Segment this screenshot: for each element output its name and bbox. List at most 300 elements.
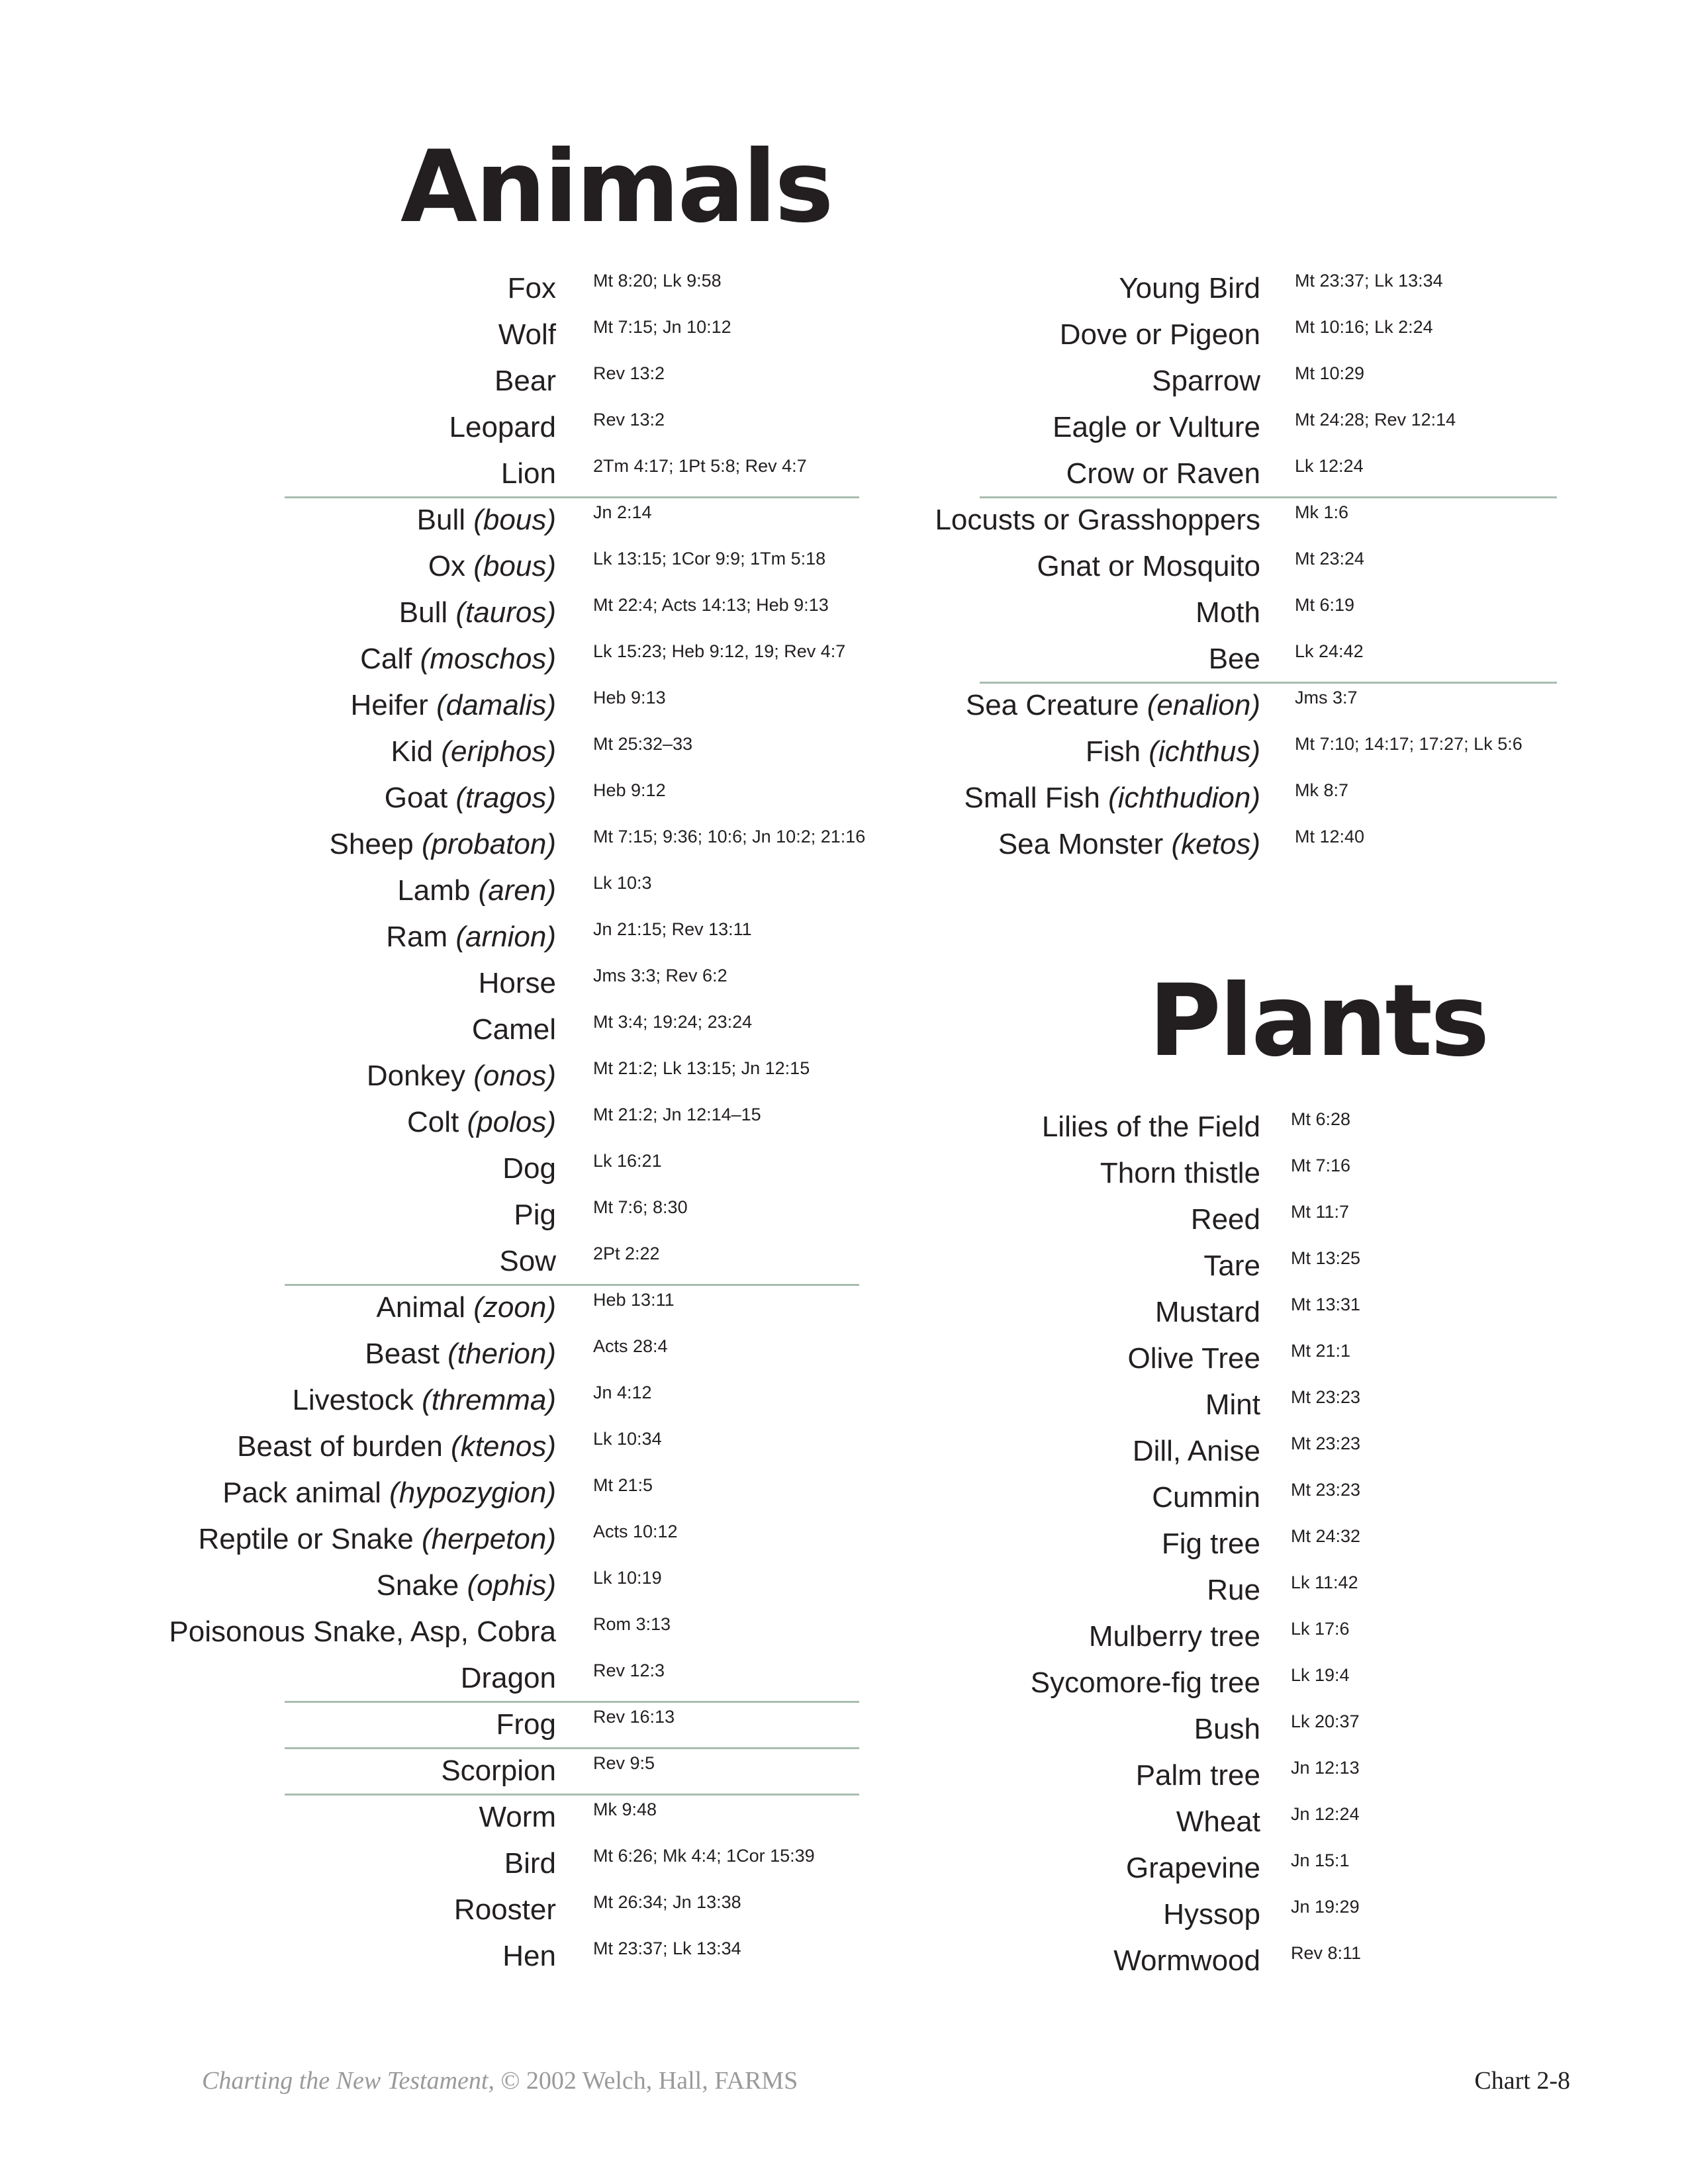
item-common-name: Eagle or Vulture [1053, 411, 1260, 443]
item-scripture-reference: Acts 28:4 [593, 1336, 668, 1356]
item-scripture-reference: Mt 26:34; Jn 13:38 [593, 1892, 741, 1912]
list-item [861, 267, 1443, 314]
list-item [861, 823, 1365, 870]
item-name [1126, 1847, 1260, 1889]
list-item [179, 453, 807, 499]
item-name [441, 1750, 556, 1792]
list-item [861, 360, 1365, 406]
item-name [935, 499, 1260, 541]
item-common-name: Lamb [397, 874, 471, 907]
item-greek-term: (ketos) [1171, 828, 1260, 860]
item-common-name: Fish [1085, 735, 1141, 768]
item-common-name: Bush [1194, 1713, 1260, 1745]
list-item [861, 1708, 1360, 1754]
item-name [1176, 1801, 1260, 1843]
list-item [861, 1477, 1361, 1523]
list-item [861, 1106, 1351, 1152]
item-scripture-reference: Rev 16:13 [593, 1707, 675, 1727]
item-common-name: Hyssop [1163, 1898, 1260, 1931]
item-scripture-reference: Mt 21:1 [1291, 1341, 1351, 1361]
item-name [360, 638, 556, 680]
item-common-name: Sow [499, 1245, 556, 1277]
item-common-name: Lion [500, 457, 556, 490]
item-common-name: Frog [496, 1708, 556, 1741]
item-scripture-reference: Rev 9:5 [593, 1753, 655, 1773]
item-common-name: Dill, Anise [1132, 1435, 1260, 1467]
list-item [179, 870, 652, 916]
item-scripture-reference: Mk 9:48 [593, 1799, 657, 1819]
list-item [861, 592, 1355, 638]
animals-left-list [169, 267, 866, 1981]
item-common-name: Goat [384, 782, 448, 814]
item-name [377, 1565, 557, 1607]
item-common-name: Thorn thistle [1100, 1157, 1260, 1189]
item-name [397, 870, 556, 912]
item-scripture-reference: Jn 15:1 [1291, 1850, 1350, 1870]
item-name [1152, 1477, 1260, 1519]
list-item [861, 1245, 1361, 1291]
plants-list [861, 1106, 1362, 1986]
item-scripture-reference: Lk 10:19 [593, 1568, 662, 1588]
list-item [179, 1009, 753, 1055]
item-name [391, 731, 556, 773]
item-common-name: Olive Tree [1127, 1342, 1260, 1375]
item-common-name: Kid [391, 735, 434, 768]
item-name [1163, 1893, 1260, 1936]
item-name [1196, 592, 1260, 634]
animals-title: Animals [400, 130, 832, 245]
item-name [330, 823, 556, 866]
list-item [179, 1240, 660, 1287]
item-name [1136, 1754, 1260, 1797]
item-name [496, 1704, 556, 1746]
item-greek-term: (zoon) [473, 1291, 556, 1324]
list-item [861, 638, 1364, 684]
group-divider [980, 496, 1557, 498]
list-item [179, 1426, 662, 1472]
item-scripture-reference: Mt 23:23 [1291, 1387, 1361, 1407]
item-name [385, 777, 556, 819]
item-greek-term: (ophis) [467, 1569, 556, 1602]
item-common-name: Moth [1196, 596, 1260, 629]
list-item [179, 1148, 662, 1194]
item-name [472, 1009, 556, 1051]
item-scripture-reference: 2Tm 4:17; 1Pt 5:8; Rev 4:7 [593, 456, 807, 476]
item-common-name: Mint [1205, 1388, 1260, 1421]
list-item [179, 1333, 668, 1379]
item-common-name: Bull [399, 596, 448, 629]
item-name [502, 1935, 556, 1978]
list-item [861, 1940, 1362, 1986]
item-scripture-reference: Rev 8:11 [1291, 1943, 1362, 1963]
list-item [179, 499, 652, 545]
item-name [367, 1055, 556, 1097]
item-greek-term: (ichthudion) [1108, 782, 1260, 814]
group-divider [285, 496, 859, 498]
item-common-name: Crow or Raven [1066, 457, 1260, 490]
item-scripture-reference: Mt 23:37; Lk 13:34 [1295, 271, 1443, 291]
item-name [454, 1889, 556, 1931]
item-scripture-reference: Mt 23:37; Lk 13:34 [593, 1938, 741, 1958]
item-common-name: Grapevine [1125, 1852, 1260, 1884]
item-scripture-reference: Lk 16:21 [593, 1151, 662, 1171]
item-name [501, 453, 556, 495]
item-scripture-reference: Lk 15:23; Heb 9:12, 19; Rev 4:7 [593, 641, 846, 661]
list-item [179, 1472, 653, 1518]
item-common-name: Heifer [350, 689, 428, 721]
item-name [964, 777, 1260, 819]
item-scripture-reference: Mt 13:25 [1291, 1248, 1361, 1268]
item-greek-term: (eriphos) [441, 735, 556, 768]
list-item [861, 1384, 1361, 1430]
list-item [861, 1430, 1361, 1477]
item-common-name: Horse [478, 967, 556, 999]
item-name [494, 360, 556, 402]
item-name [292, 1379, 556, 1422]
list-item [179, 731, 693, 777]
list-item [179, 1379, 652, 1426]
item-common-name: Rue [1207, 1574, 1260, 1606]
item-scripture-reference: Mt 6:26; Mk 4:4; 1Cor 15:39 [593, 1846, 815, 1866]
item-scripture-reference: Mt 10:29 [1295, 363, 1365, 383]
item-scripture-reference: Jn 12:24 [1291, 1804, 1360, 1824]
item-scripture-reference: Mt 23:23 [1291, 1480, 1361, 1500]
list-item [179, 1796, 657, 1843]
item-common-name: Hen [502, 1940, 556, 1972]
item-common-name: Young Bird [1119, 272, 1260, 304]
item-name [1191, 1199, 1260, 1241]
item-name [1060, 314, 1260, 356]
item-common-name: Wolf [498, 318, 556, 351]
item-common-name: Bird [504, 1847, 556, 1880]
item-common-name: Reptile or Snake [198, 1523, 414, 1555]
list-item [179, 545, 826, 592]
item-scripture-reference: 2Pt 2:22 [593, 1244, 660, 1263]
item-scripture-reference: Acts 10:12 [593, 1522, 678, 1541]
item-common-name: Livestock [292, 1384, 414, 1416]
list-item [861, 1152, 1351, 1199]
item-common-name: Cummin [1152, 1481, 1260, 1514]
item-scripture-reference: Mt 10:16; Lk 2:24 [1295, 317, 1433, 337]
list-item [179, 638, 846, 684]
item-greek-term: (ichthus) [1149, 735, 1260, 768]
list-item [861, 777, 1349, 823]
item-greek-term: (tragos) [455, 782, 556, 814]
item-scripture-reference: Jn 21:15; Rev 13:11 [593, 919, 752, 939]
list-item [861, 406, 1456, 453]
item-greek-term: (tauros) [455, 596, 556, 629]
item-common-name: Wheat [1176, 1805, 1260, 1838]
item-common-name: Ram [386, 921, 448, 953]
item-name [502, 1148, 556, 1190]
item-name [1119, 267, 1260, 310]
item-common-name: Wormwood [1113, 1944, 1260, 1977]
item-common-name: Dog [502, 1152, 556, 1185]
item-name [1207, 1569, 1260, 1612]
list-item [179, 314, 731, 360]
item-scripture-reference: Jn 19:29 [1291, 1897, 1360, 1917]
item-name [1203, 1245, 1260, 1287]
list-item [179, 1055, 810, 1101]
item-scripture-reference: Lk 19:4 [1291, 1665, 1350, 1685]
item-scripture-reference: Mt 11:7 [1291, 1202, 1350, 1222]
item-name [417, 499, 556, 541]
item-name [350, 684, 556, 727]
item-name [222, 1472, 556, 1514]
item-name [498, 314, 556, 356]
item-name [1127, 1338, 1260, 1380]
item-name [1031, 1662, 1260, 1704]
item-name [461, 1657, 556, 1700]
footer-chart-number: Chart 2-8 [1474, 2067, 1570, 2095]
list-item [861, 1615, 1350, 1662]
item-greek-term: (onos) [473, 1060, 556, 1092]
list-item [179, 916, 752, 962]
item-scripture-reference: Mt 21:5 [593, 1475, 653, 1495]
item-name [237, 1426, 556, 1468]
group-divider [980, 682, 1557, 684]
item-common-name: Beast [365, 1338, 440, 1370]
list-item [861, 1893, 1360, 1940]
item-common-name: Camel [471, 1013, 556, 1046]
list-item [861, 731, 1523, 777]
item-scripture-reference: Lk 13:15; 1Cor 9:9; 1Tm 5:18 [593, 549, 826, 569]
item-common-name: Sycomore-fig tree [1030, 1666, 1260, 1699]
item-scripture-reference: Jn 4:12 [593, 1383, 652, 1402]
item-name [1089, 1615, 1260, 1658]
item-name [1209, 638, 1260, 680]
item-name [428, 545, 556, 588]
item-greek-term: (arnion) [455, 921, 556, 953]
item-common-name: Ox [428, 550, 466, 582]
item-common-name: Colt [407, 1106, 459, 1138]
item-common-name: Mustard [1155, 1296, 1260, 1328]
list-item [861, 545, 1365, 592]
item-scripture-reference: Mk 1:6 [1295, 502, 1349, 522]
item-common-name: Sheep [329, 828, 414, 860]
item-scripture-reference: Mt 6:28 [1291, 1109, 1351, 1129]
item-common-name: Bear [494, 365, 556, 397]
item-common-name: Fox [507, 272, 556, 304]
item-name [998, 823, 1260, 866]
list-item [861, 1199, 1350, 1245]
list-item [179, 823, 866, 870]
item-common-name: Bee [1208, 643, 1260, 675]
list-item [861, 1754, 1360, 1801]
item-common-name: Gnat or Mosquito [1037, 550, 1260, 582]
item-scripture-reference: Lk 20:37 [1291, 1711, 1360, 1731]
item-name [1066, 453, 1260, 495]
item-scripture-reference: Jn 2:14 [593, 502, 652, 522]
list-item [861, 1291, 1361, 1338]
item-name [508, 267, 556, 310]
item-scripture-reference: Mt 8:20; Lk 9:58 [593, 271, 722, 291]
item-name [479, 1796, 556, 1839]
item-scripture-reference: Mt 6:19 [1295, 595, 1355, 615]
item-name [399, 592, 556, 634]
item-greek-term: (bous) [473, 550, 556, 582]
item-name [1037, 545, 1261, 588]
item-common-name: Beast of burden [237, 1430, 443, 1463]
item-common-name: Locusts or Grasshoppers [935, 504, 1260, 536]
item-common-name: Animal [376, 1291, 466, 1324]
item-greek-term: (polos) [467, 1106, 556, 1138]
item-greek-term: (probaton) [421, 828, 556, 860]
item-common-name: Fig tree [1161, 1527, 1260, 1560]
group-divider [285, 1284, 859, 1286]
item-greek-term: (moschos) [420, 643, 556, 675]
item-common-name: Poisonous Snake, Asp, Cobra [169, 1615, 556, 1648]
item-greek-term: (ktenos) [451, 1430, 556, 1463]
item-common-name: Leopard [449, 411, 556, 443]
item-name [365, 1333, 556, 1375]
group-divider [285, 1747, 859, 1749]
list-item [179, 1565, 662, 1611]
item-common-name: Pig [514, 1199, 556, 1231]
item-name [407, 1101, 556, 1144]
list-item [179, 1518, 678, 1565]
item-scripture-reference: Mt 25:32–33 [593, 734, 693, 754]
item-scripture-reference: Mt 24:32 [1291, 1526, 1361, 1546]
plants-title: Plants [1149, 964, 1488, 1079]
list-item [861, 499, 1349, 545]
item-name [1133, 1430, 1260, 1473]
item-common-name: Dragon [460, 1662, 556, 1694]
item-name [169, 1611, 556, 1653]
list-item [861, 1569, 1358, 1615]
item-name [1194, 1708, 1260, 1751]
item-name [1053, 406, 1260, 449]
list-item [179, 360, 665, 406]
item-scripture-reference: Mt 13:31 [1291, 1295, 1361, 1314]
group-divider [285, 1701, 859, 1703]
item-scripture-reference: Rev 13:2 [593, 363, 665, 383]
item-greek-term: (damalis) [436, 689, 556, 721]
item-name [386, 916, 556, 958]
item-greek-term: (aren) [478, 874, 556, 907]
item-common-name: Reed [1190, 1203, 1260, 1236]
item-name [449, 406, 556, 449]
list-item [169, 1611, 671, 1657]
item-scripture-reference: Lk 11:42 [1291, 1572, 1358, 1592]
list-item [179, 1101, 761, 1148]
item-name [1155, 1291, 1260, 1334]
item-scripture-reference: Jms 3:7 [1295, 688, 1358, 707]
item-scripture-reference: Rom 3:13 [593, 1614, 671, 1634]
item-scripture-reference: Mt 3:4; 19:24; 23:24 [593, 1012, 753, 1032]
item-name [504, 1843, 556, 1885]
item-name [198, 1518, 556, 1561]
item-greek-term: (bous) [473, 504, 556, 536]
item-greek-term: (herpeton) [421, 1523, 556, 1555]
item-common-name: Bull [416, 504, 466, 536]
item-name [1162, 1523, 1260, 1565]
item-scripture-reference: Jn 12:13 [1291, 1758, 1360, 1778]
list-item [179, 267, 722, 314]
footer-book-title: Charting the New Testament, [202, 2067, 494, 2095]
item-name [377, 1287, 556, 1329]
item-scripture-reference: Mt 21:2; Jn 12:14–15 [593, 1105, 761, 1124]
item-name [1086, 731, 1260, 773]
list-item [861, 453, 1364, 499]
list-item [861, 1662, 1350, 1708]
item-common-name: Pack animal [222, 1477, 381, 1509]
list-item [179, 777, 666, 823]
list-item [179, 406, 665, 453]
item-name [479, 962, 556, 1005]
item-greek-term: (enalion) [1147, 689, 1260, 721]
list-item [179, 1194, 688, 1240]
item-name [1042, 1106, 1260, 1148]
list-item [861, 1847, 1350, 1893]
list-item [179, 1935, 741, 1981]
item-greek-term: (thremma) [422, 1384, 556, 1416]
list-item [861, 684, 1358, 731]
list-item [861, 1338, 1351, 1384]
item-greek-term: (therion) [447, 1338, 556, 1370]
item-scripture-reference: Mt 21:2; Lk 13:15; Jn 12:15 [593, 1058, 810, 1078]
item-common-name: Snake [376, 1569, 459, 1602]
list-item [179, 1704, 675, 1750]
list-item [861, 314, 1433, 360]
list-item [179, 962, 727, 1009]
item-common-name: Palm tree [1135, 1759, 1260, 1792]
item-scripture-reference: Heb 9:12 [593, 780, 666, 800]
list-item [179, 1889, 741, 1935]
item-scripture-reference: Lk 10:34 [593, 1429, 662, 1449]
item-scripture-reference: Jms 3:3; Rev 6:2 [593, 966, 727, 985]
item-scripture-reference: Mt 12:40 [1295, 827, 1365, 846]
item-common-name: Mulberry tree [1088, 1620, 1260, 1653]
item-greek-term: (hypozygion) [389, 1477, 556, 1509]
item-scripture-reference: Mt 7:15; Jn 10:12 [593, 317, 731, 337]
item-scripture-reference: Mt 23:24 [1295, 549, 1365, 569]
item-scripture-reference: Heb 9:13 [593, 688, 666, 707]
item-scripture-reference: Lk 10:3 [593, 873, 652, 893]
item-common-name: Lilies of the Field [1041, 1111, 1260, 1143]
item-common-name: Sea Monster [998, 828, 1164, 860]
item-common-name: Worm [479, 1801, 556, 1833]
item-name [1100, 1152, 1260, 1195]
list-item [861, 1801, 1360, 1847]
item-common-name: Scorpion [441, 1754, 556, 1787]
item-common-name: Rooster [453, 1893, 556, 1926]
footer-citation [202, 2066, 798, 2095]
list-item [179, 1750, 655, 1796]
item-scripture-reference: Rev 13:2 [593, 410, 665, 430]
item-common-name: Sparrow [1152, 365, 1260, 397]
item-common-name: Dove or Pigeon [1059, 318, 1260, 351]
item-common-name: Donkey [366, 1060, 466, 1092]
list-item [179, 1287, 675, 1333]
item-scripture-reference: Lk 12:24 [1295, 456, 1364, 476]
item-name [1152, 360, 1260, 402]
animals-right-list [861, 267, 1523, 870]
list-item [179, 1657, 665, 1704]
list-item [179, 1843, 815, 1889]
item-common-name: Sea Creature [965, 689, 1139, 721]
item-scripture-reference: Lk 17:6 [1291, 1619, 1350, 1639]
item-common-name: Calf [360, 643, 412, 675]
item-scripture-reference: Mt 22:4; Acts 14:13; Heb 9:13 [593, 595, 829, 615]
item-name [514, 1194, 556, 1236]
item-scripture-reference: Mt 7:6; 8:30 [593, 1197, 688, 1217]
item-scripture-reference: Mt 24:28; Rev 12:14 [1295, 410, 1456, 430]
item-name [1113, 1940, 1260, 1982]
item-scripture-reference: Mt 7:10; 14:17; 17:27; Lk 5:6 [1295, 734, 1523, 754]
list-item [861, 1523, 1361, 1569]
item-scripture-reference: Mt 7:15; 9:36; 10:6; Jn 10:2; 21:16 [593, 827, 866, 846]
